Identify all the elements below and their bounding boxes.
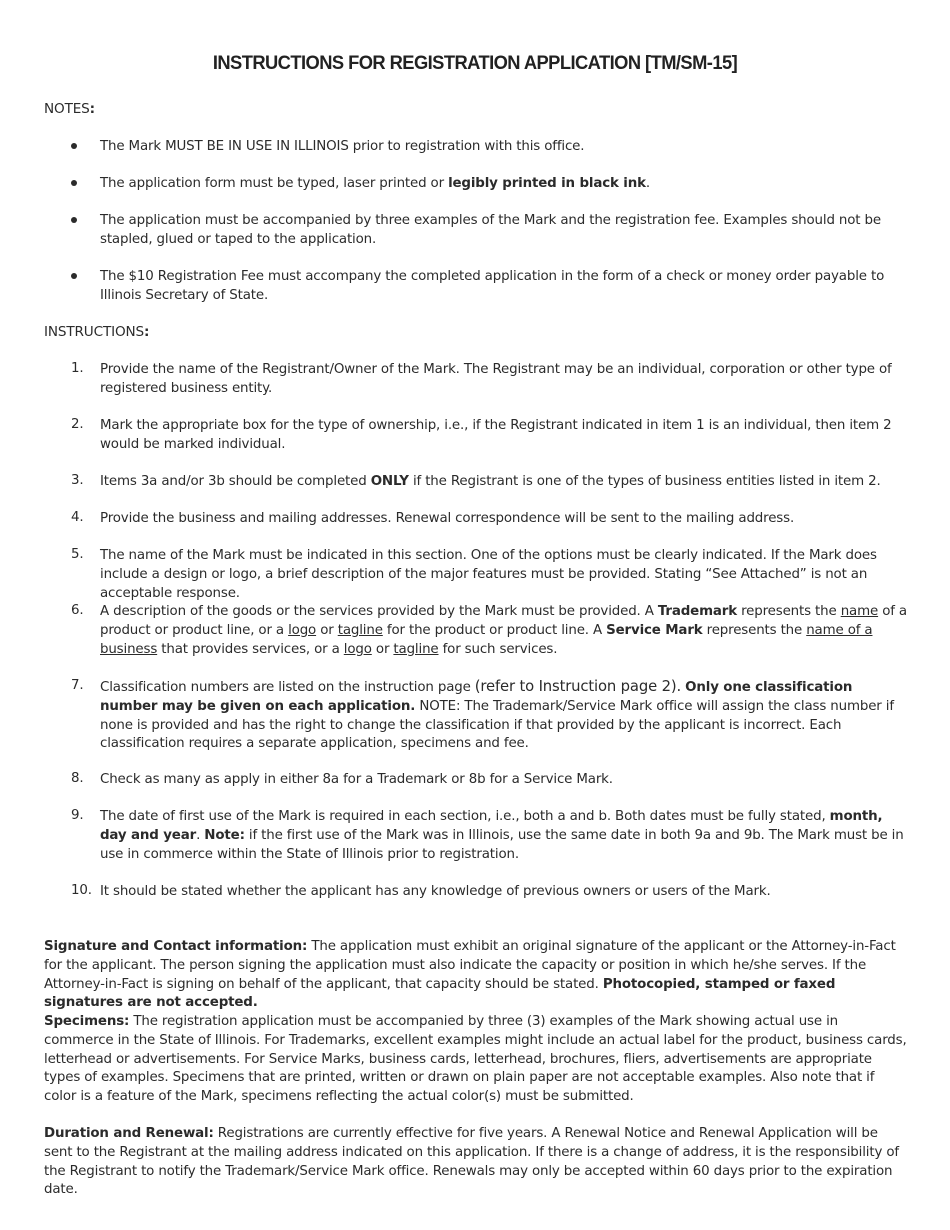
document-page: INSTRUCTIONS FOR REGISTRATION APPLICATION [TM/SM-15] NOTES: The Mark MUST BE IN USE IN ILLINOIS prior to registration with this office. The application form must be typed, laser printed or legibly printed in black ink. The application must be accompanied by three examples of the Mark and the registration fee. Examples should not be stapled, glued or taped to the application. The $10 Registration Fee must accompany the completed application in the form of a check or money order payable to Illinois Secretary of State. INSTRUCTIONS: 1. Provide the name of the Registrant/Owner of the Mark. The Registrant may be an individual, corporation or other type of registered business entity. 2. Mark the appropriate box for the type of ownership, i.e., if the Registrant indicated in item 1 is an individual, then item 2 would be marked individual. 3. Items 3a and/or 3b should be completed ONLY if the Registrant is one of the types of business entities listed in item 2. 4. Provide the business and mailing addresses. Renewal correspondence will be sent to the mailing address. 5. The name of the Mark must be indicated in this section. One of the options must be clearly indicated. If the Mark does include a design or logo, a brief description of the major features must be provided. Stating “See Attached” is not an acceptable response. 6. A description of the goods or the services provided by the Mark must be provided. A Trademark represents the name of a product or product line, or a logo or tagline for the product or product line. A Service Mark represents the name of a business that provides services, or a logo or tagline for such services. 7. Classification numbers are listed on the instruction page (refer to Instruction page 2). Only one classification number may be given on each application. NOTE: The Trademark/Service Mark office will assign the class number if none is provided and has the right to change the classification if that provided by the applicant is incorrect. Each classification requires a separate application, specimens and fee. 8. Check as many as apply in either 8a for a Trademark or 8b for a Service Mark. 9. The date of first use of the Mark is required in each section, i.e., both a and b. Both dates must be fully stated, month, day and year. Note: if the first use of the Mark was in Illinois, use the same date in both 9a and 9b. The Mark must be in use in commerce within the State of Illinois prior to registration. 10. It should be stated whether the applicant has any knowledge of previous owners or users of the Mark. Signature and Contact information: The application must exhibit an original signature of the applicant or the Attorney-in-Fact for the applicant. The person signing the application must also indicate the capacity or position in which he/she serves. If the Attorney-in-Fact is signing on behalf of the applicant, that capacity should be stated. Photocopied, stamped or faxed signatures are not accepted. Specimens: The registration application must be accompanied by three (3) examples of the Mark showing actual use in commerce in the State of Illinois. For Trademarks, excellent examples might include an actual label for the product, business cards, letterhead or advertisements. For Service Marks, business cards, letterhead, brochures, fliers, advertisements are appropriate types of examples. Specimens that are printed, written or drawn on plain paper are not acceptable examples. Also note that if color is a feature of the Mark, specimens reflecting the actual color(s) must be submitted. Duration and Renewal: Registrations are currently effective for five years. A Renewal Notice and Renewal Application will be sent to the Registrant at the mailing address indicated on this application. If there is a change of address, it is the responsibility of the Registrant to notify the Trademark/Service Mark office. Renewals may only be accepted within 60 days prior to the expiration date. <box>0 0 950 1230</box>
page-title: INSTRUCTIONS FOR REGISTRATION APPLICATION [TM/SM-15] <box>212 52 738 74</box>
duration-heading: Duration and Renewal: <box>44 1126 214 1141</box>
signature-heading: Signature and Contact information: <box>44 939 308 954</box>
specimens-paragraph: Specimens: The registration application must be accompanied by three (3) examples of the Mark showing actual use in commerce in the State of Illinois. For Trademarks, excellent examples might include an actual label for the product, business cards, letterhead or advertisements. For Service Marks, business cards, letterhead, brochures, fliers, advertisements are appropriate types of examples. Specimens that are printed, written or drawn on plain paper are not acceptable examples. Also note that if color is a feature of the Mark, specimens reflecting the actual color(s) must be submitted. <box>44 1014 907 1105</box>
bullet-icon <box>71 273 77 279</box>
signature-paragraph: Signature and Contact information: The application must exhibit an original signature of the applicant or the Attorney-in-Fact for the applicant. The person signing the application must also indicate the capacity or position in which he/she serves. If the Attorney-in-Fact is signing on behalf of the applicant, that capacity should be stated. Photocopied, stamped or faxed signatures are not accepted. <box>44 939 896 1011</box>
specimens-heading: Specimens: <box>44 1014 130 1029</box>
bullet-icon <box>71 180 77 186</box>
bullet-icon <box>71 143 77 149</box>
instructions-heading: INSTRUCTIONS: <box>44 324 150 340</box>
notes-heading: NOTES: <box>44 101 95 117</box>
duration-paragraph: Duration and Renewal: Registrations are currently effective for five years. A Renewal Notice and Renewal Application will be sent to the Registrant at the mailing address indicated on this application. If there is a change of address, it is the responsibility of the Registrant to notify the Trademark/Service Mark office. Renewals may only be accepted within 60 days prior to the expiration date. <box>44 1126 899 1198</box>
bullet-icon <box>71 217 77 223</box>
